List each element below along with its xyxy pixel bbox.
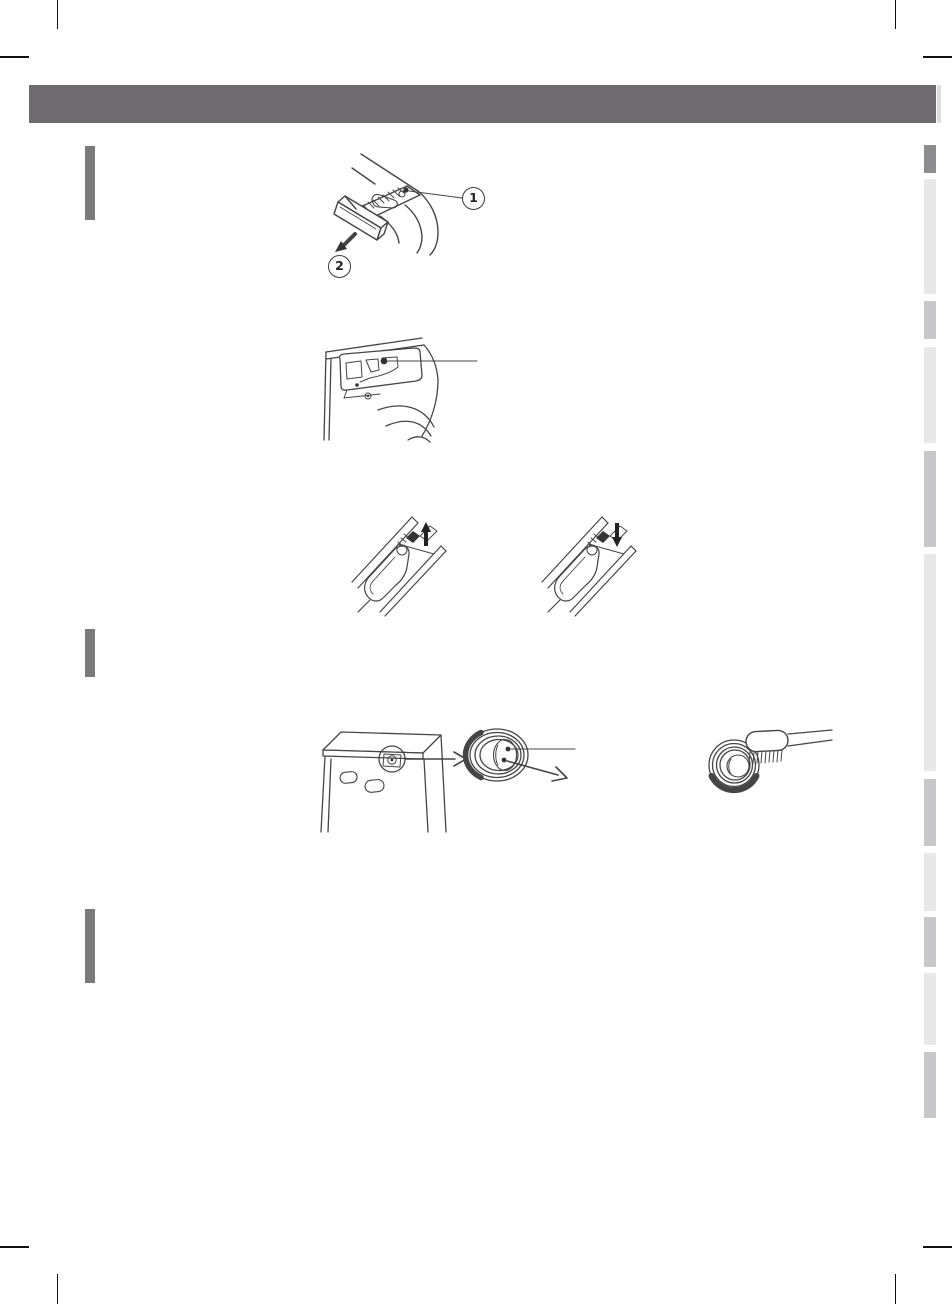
drawer-compartment-art [548,545,599,612]
door-arc-art [378,406,434,442]
chapter-tab-6 [924,554,936,771]
siphon-cap-art [398,526,437,546]
page-header-bar [29,85,936,123]
callout-2-label: 2 [335,258,344,274]
section-heading-marker-3 [85,909,95,983]
chapter-tab-2 [924,179,936,294]
crop-mark-bottom-left-vertical [57,1274,59,1304]
crop-mark-top-left-horizontal [0,56,29,58]
brush-handle-line-top [788,730,832,734]
crop-mark-top-left-vertical [57,0,59,29]
crop-mark-bottom-right-vertical [895,1274,897,1304]
figure-inlet-filter-removal [315,698,580,833]
chapter-tab-3 [924,301,936,339]
siphon-cap-art [588,526,627,546]
chapter-tab-7 [924,779,936,846]
chapter-tab-10 [924,973,936,1045]
section-heading-marker-2 [85,629,95,677]
inlet-filter-art [466,729,528,781]
figure-siphon-cap-remove [350,510,450,618]
figure-siphon-cap-replace [540,510,640,618]
chapter-tab-strip [924,0,936,1304]
machine-rear-art [321,732,446,832]
crop-mark-bottom-left-horizontal [0,1246,29,1248]
callout-1-badge [462,187,485,210]
chapter-tab-11 [924,1052,936,1118]
chapter-tab-4 [924,347,936,443]
crop-mark-top-right-vertical [895,0,897,29]
chapter-tab-9 [924,917,936,967]
brush-handle-line-bottom [788,740,832,746]
section-heading-marker-1 [85,146,95,220]
callout-2-badge [328,255,351,278]
chapter-tab-5 [924,451,936,547]
chapter-tab-8 [924,853,936,911]
chapter-tab-active [924,145,936,173]
figure-filter-brush-cleaning [698,720,838,805]
page-header-bar-edge [937,85,941,123]
drawer-art [334,186,420,240]
drawer-compartment-art [358,545,409,612]
pull-out-arrow [335,234,355,252]
callout-1-label: 1 [469,190,478,206]
figure-drawer-cavity [320,328,485,443]
